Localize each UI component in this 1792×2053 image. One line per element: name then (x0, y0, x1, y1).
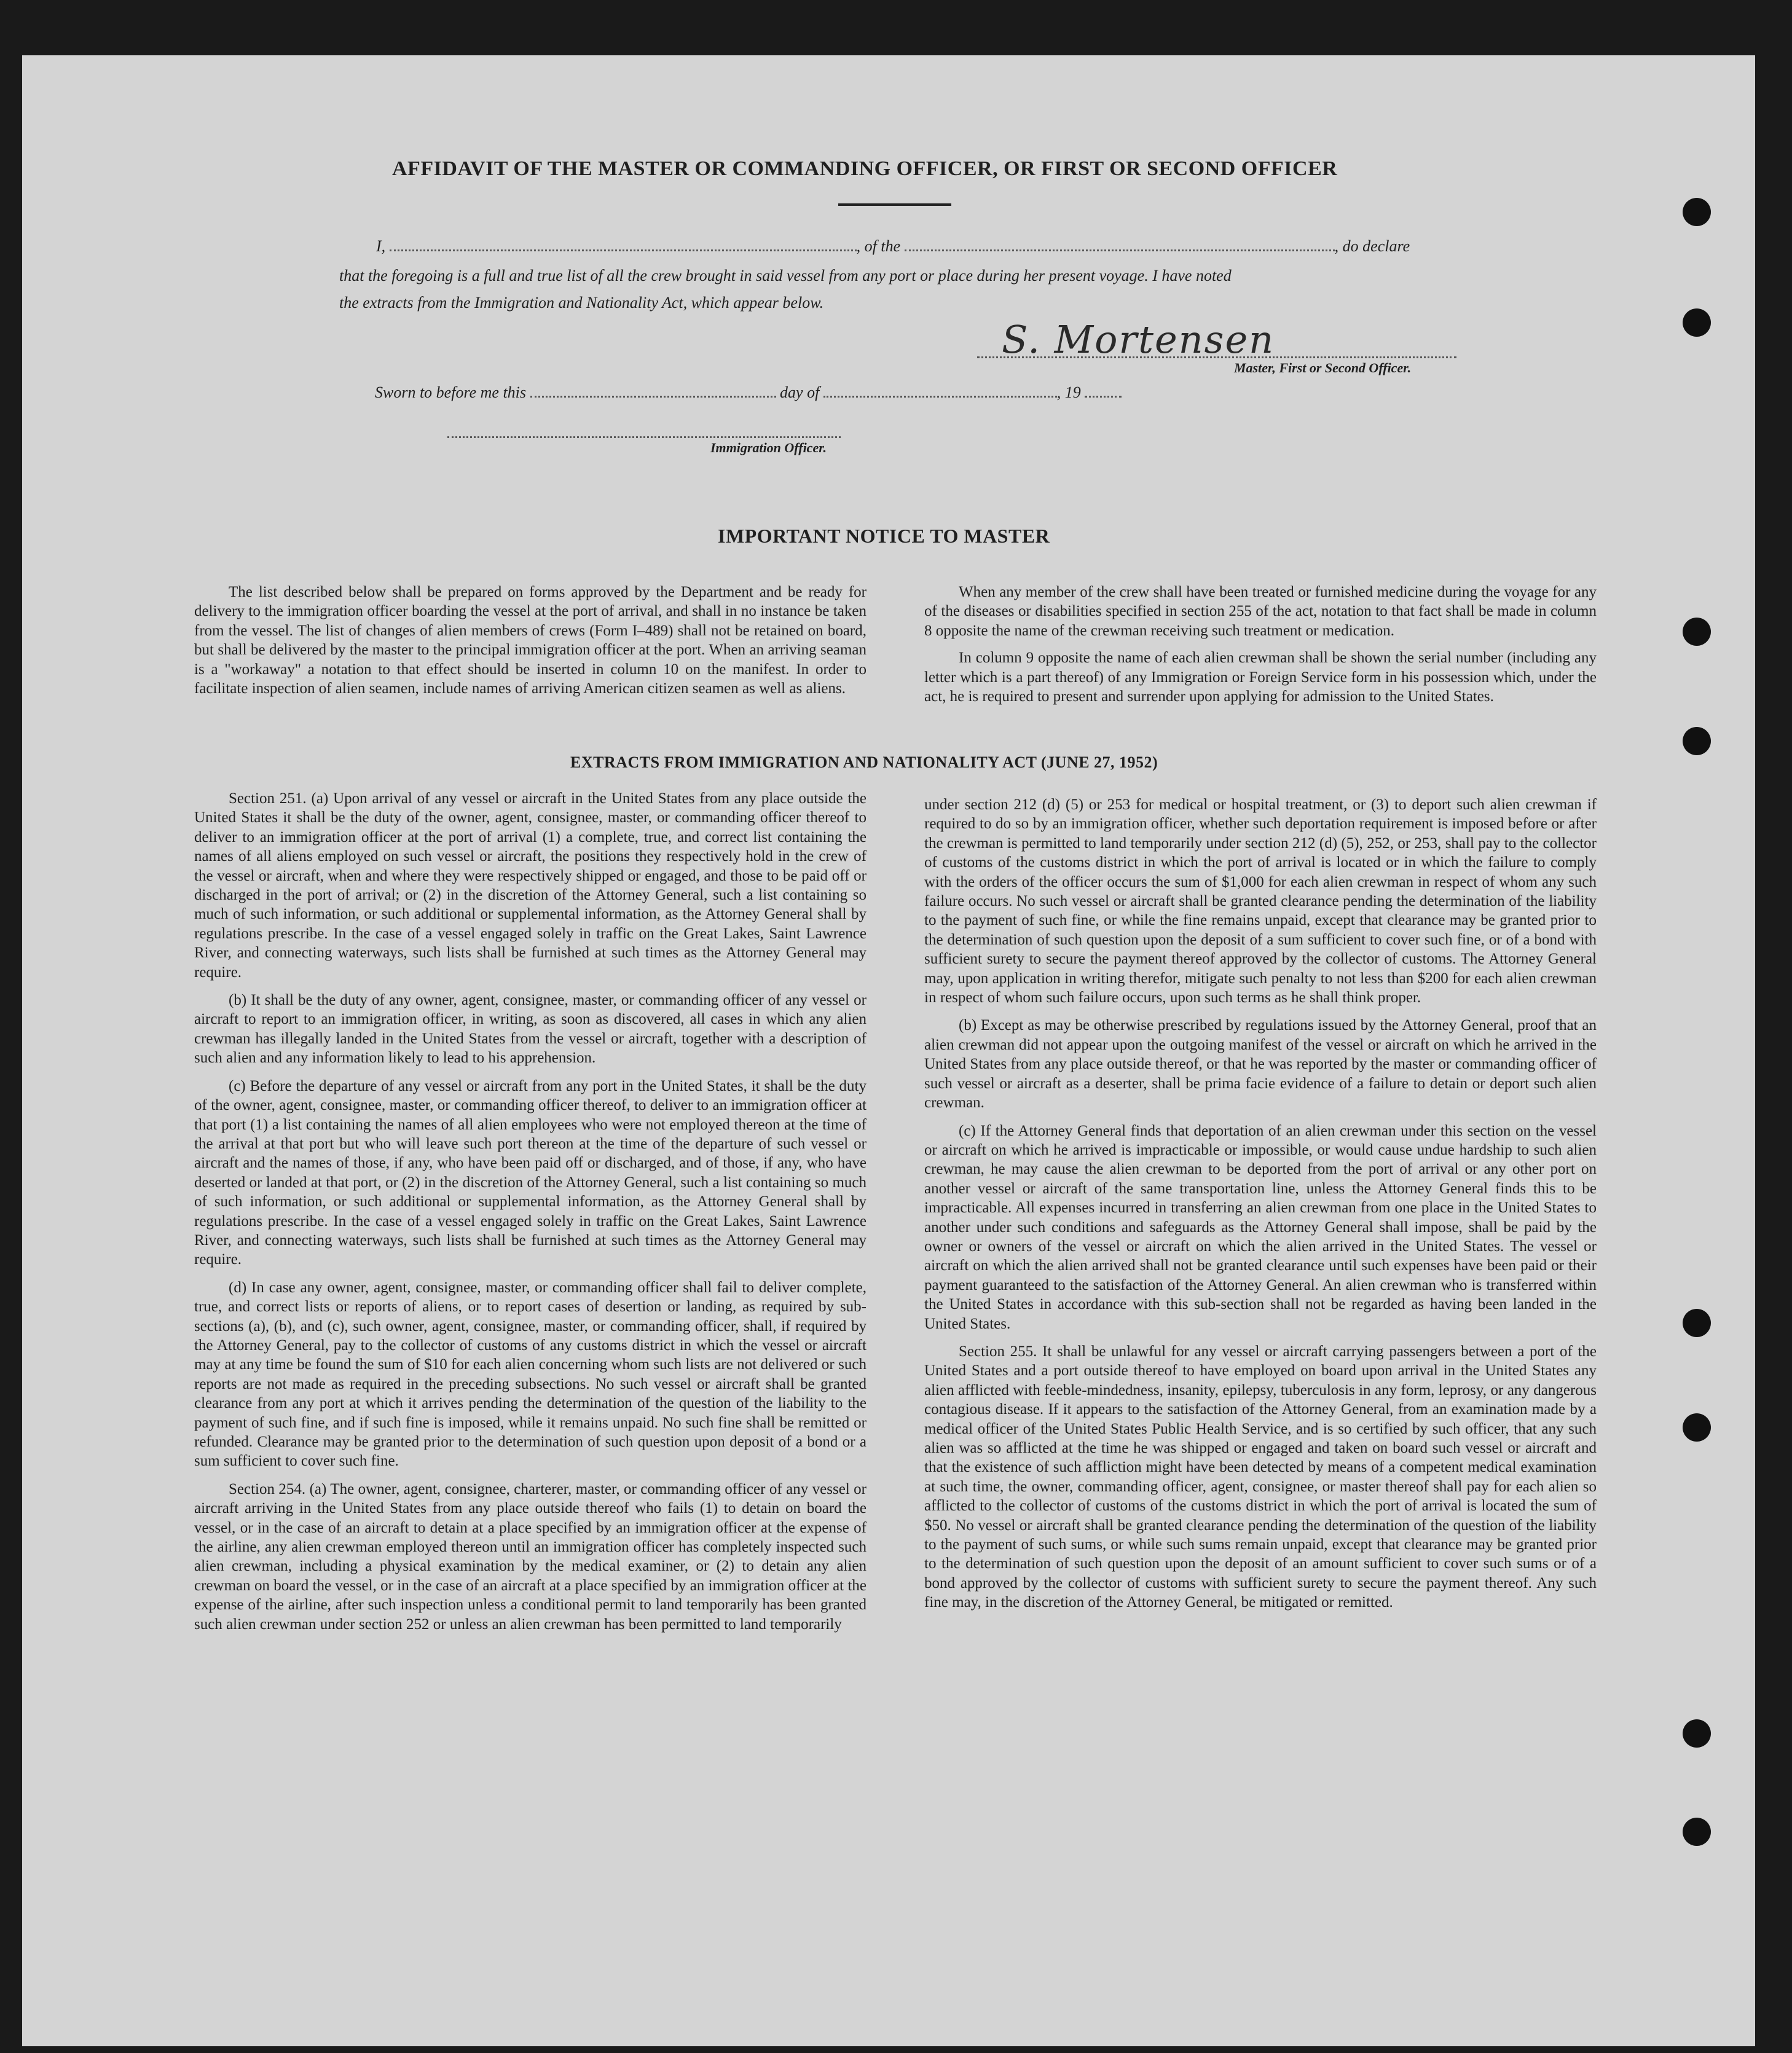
vessel-field[interactable] (905, 237, 1335, 251)
sworn-month-field[interactable] (823, 383, 1057, 398)
day-of-label: day of (780, 383, 820, 401)
extracts-title: EXTRACTS FROM IMMIGRATION AND NATIONALITY ACT (JUNE 27, 1952) (570, 753, 1158, 771)
affidavit-line-2: that the foregoing is a full and true list of all the crew brought in said vessel from any port or place during her present voyage. I have noted (339, 267, 1232, 285)
section-251-d: (d) In case any owner, agent, consignee, master, or commanding officer shall fail to deliver complete, true, and correct lists or reports of aliens, or to report cases of desertion or landing, as required by sub-sections (a), (b), and (c), such owner, agent, consignee, master, or commanding officer, shall, if required by the Attorney General, pay to the collector of customs of any customs district in which the vessel or aircraft may at any time be found the sum of $10 for each alien concerning whom such lists are not delivered or such reports are not made as required in the preceding subsections. No such vessel or aircraft shall be granted clearance from any port at which it arrives pending the determination of the question of the liability to the payment of such fine, and if such fine is imposed, while it remains unpaid. No such fine shall be remitted or refunded. Clearance may be granted prior to the determination of such question upon deposit of a bond or a sum sufficient to cover such fine. (194, 1279, 867, 1470)
notice-right-paragraph-2: In column 9 opposite the name of each alien crewman shall be shown the serial number (including any letter which is a part thereof) of any Immigration or Foreign Service form in his possession which, under the act, he is required to present and surrender upon applying for admission to the United States. (924, 650, 1597, 705)
section-251-a: Section 251. (a) Upon arrival of any vessel or aircraft in the United States from any place outside the United States it shall be the duty of the owner, agent, consignee, master, or commanding officer thereof to deliver to an immigration officer at the port of arrival (1) a complete, true, and correct list containing the names of all aliens employed on such vessel or aircraft, the positions they respectively hold in the crew of the vessel or aircraft, when and where they were respectively shipped or engaged, and those to be paid off or discharged in the port of arrival; or (2) in the discretion of the Attorney General, such a list containing so much of such information, or such additional or supplemental information, as the Attorney General shall by regulations prescribe. In the case of a vessel engaged solely in traffic on the Great Lakes, Saint Lawrence River, and connecting waterways, such lists shall be furnished at such times as the Attorney General may require. (194, 790, 867, 981)
section-251-b: (b) It shall be the duty of any owner, agent, consignee, master, or commanding officer of any vessel or aircraft to report to an immigration officer, in writing, as soon as discovered, all cases in which any alien crewman has illegally landed in the United States from the vessel or aircraft, together with a description of such alien and any information likely to lead to his apprehension. (194, 992, 867, 1067)
sworn-day-field[interactable] (530, 383, 776, 398)
signer-caption: Master, First or Second Officer. (1234, 360, 1412, 375)
sworn-label: Sworn to before me this (375, 383, 527, 401)
affidavit-line-1 (376, 237, 1410, 256)
extracts-right-column (924, 795, 1597, 1612)
name-field[interactable] (390, 237, 857, 251)
officer-caption: Immigration Officer. (710, 440, 827, 455)
officer-signature-line[interactable] (447, 424, 841, 438)
punch-hole (1683, 1818, 1711, 1846)
notice-left-column (194, 583, 867, 698)
section-254-c: (c) If the Attorney General finds that deportation of an alien crewman under this section on the vessel or aircraft on which he arrived is impracticable or impossible, or would cause undue hardship to such alien crewman, he may cause the alien crewman to be deported from the port of arrival or any other port on another vessel or aircraft of the same transportation line, unless the Attorney General finds this to be impracticable. All expenses incurred in transferring an alien crewman from one place in the United States to another under such conditions and safeguards as the Attorney General shall impose, shall be paid by the owner or owners of the vessel or aircraft on which the alien arrived in the United States. The vessel or aircraft on which the alien arrived shall not be granted clearance until such expenses have been paid or their payment guaranteed to the satisfaction of the Attorney General. An alien crewman who is transferred within the United States in accordance with this sub-section shall not be regarded as having been landed in the United States. (924, 1122, 1597, 1332)
notice-left-paragraph: The list described below shall be prepared on forms approved by the Department and be ready for delivery to the immigration officer boarding the vessel at the port of arrival, and shall in no instance be taken from the vessel. The list of changes of alien members of crews (Form I–489) shall not be retained on board, but shall be delivered by the master to the principal immigration officer at the port. When an arriving seaman is a "workaway" a notation to that effect should be inserted in column 10 on the manifest. In order to facilitate inspection of alien seamen, include names of arriving American citizen seamen as well as aliens. (194, 584, 867, 697)
section-255: Section 255. It shall be unlawful for any vessel or aircraft carrying passengers between a port of the United States and a port outside thereof to have employed on board upon arrival in the United States any alien afflicted with feeble-mindedness, insanity, epilepsy, tuberculosis in any form, leprosy, or any dangerous contagious disease. If it appears to the satisfaction of the Attorney General, from an examination made by a medical officer of the United States Public Health Service, and is so certified by such officer, that any such alien was so afflicted at the time he was shipped or engaged and taken on board such vessel or aircraft and that the existence of such affliction might have been detected by means of a competent medical examination at such time, the owner, commanding officer, agent, consignee, or master thereof shall pay for each alien so afflicted to the collector of customs of the customs district in which the port of arrival is located the sum of $50. No vessel or aircraft shall be granted clearance pending the determination of the question of the liability to the payment of such sums, or while such sums remain unpaid, except that clearance may be granted prior to the determination of such question upon the deposit of an amount sufficient to cover such sums or of a bond approved by the collector of customs with sufficient surety to secure the payment thereof. Any such fine may, in the discretion of the Attorney General, be mitigated or remitted. (924, 1343, 1597, 1611)
notice-title: IMPORTANT NOTICE TO MASTER (718, 525, 1050, 547)
section-251-c: (c) Before the departure of any vessel or aircraft from any port in the United States, it shall be the duty of the owner, agent, consignee, master, or commanding officer thereof, to deliver to an immigration officer at that port (1) a list containing the names of all alien employees who were not employed thereon at the time of the arrival at that port but who will leave such port thereon at the time of the departure of such vessel or aircraft and the names of those, if any, who have been paid off or discharged, and of those, if any, who have deserted or landed at that port, or (2) in the discretion of the Attorney General, such a list containing so much of such information, or such additional or supplemental information, as the Attorney General shall by regulations prescribe. In the case of a vessel engaged solely in traffic on the Great Lakes, Saint Lawrence River, and connecting waterways, such lists shall be furnished at such times as the Attorney General may require. (194, 1077, 867, 1268)
notice-right-paragraph-1: When any member of the crew shall have been treated or furnished medicine during the voyage for any of the diseases or disabilities specified in section 255 of the act, notation to that fact shall be made in column 8 opposite the name of the crewman receiving such treatment or medication. (924, 584, 1597, 639)
punch-hole (1683, 308, 1711, 337)
section-254-b: (b) Except as may be otherwise prescribed by regulations issued by the Attorney General, proof that an alien crewman did not appear upon the outgoing manifest of the vessel or aircraft on which he arrived in the United States from any place outside thereof, or that he was reported by the master or commanding officer of such vessel or aircraft as a deserter, shall be prima facie evidence of a failure to detain or deport such alien crewman. (924, 1017, 1597, 1112)
of-the-label: , of the (856, 237, 901, 255)
section-254-a-continued: under section 212 (d) (5) or 253 for medical or hospital treatment, or (3) to deport such alien crewman if required to do so by an immigration officer, whether such deportation requirement is imposed before or after the crewman is permitted to land temporarily under section 212 (d) (5), 252, or 253, shall pay to the collector of customs of the customs district in which the port of arrival is located or in which the failure to comply with the orders of the officer occurs the sum of $1,000 for each alien crewman in respect of whom any such failure occurs. No such vessel or aircraft shall be granted clearance pending the determination of the liability to the payment of such fine, or while the fine remains unpaid, except that clearance may be granted prior to the determination of such question upon the deposit of a sum sufficient to cover such fine, or of a bond with sufficient surety to secure the payment thereof approved by the collector of customs. The Attorney General may, upon application in writing therefor, mitigate such penalty to not less than $200 for each alien crewman in respect of whom such failure occurs, upon such terms as he shall think proper. (924, 796, 1597, 1007)
i-label: I, (376, 237, 386, 255)
punch-hole (1683, 198, 1711, 226)
year-label: , 19 (1056, 383, 1081, 401)
punch-hole (1683, 1309, 1711, 1337)
sworn-year-field[interactable] (1085, 383, 1122, 398)
extracts-left-column (194, 789, 867, 1634)
notice-right-column (924, 583, 1597, 706)
section-254-a: Section 254. (a) The owner, agent, consignee, charterer, master, or commanding officer of any vessel or aircraft arriving in the United States from any place outside thereof who fails (1) to detain on board the vessel, or in the case of an aircraft to detain at a place specified by an immigration officer at the expense of the airline, any alien crewman employed thereon until an immigration officer has completely inspected such alien crewman, including a physical examination by the medical examiner, or (2) to detain any alien crewman on board the vessel, or in the case of an aircraft at a place specified by an immigration officer at the expense of the airline, after such inspection unless a conditional permit to land temporarily has been granted such alien crewman under section 252 or unless an alien crewman has been permitted to land temporarily (194, 1480, 867, 1633)
affidavit-line-3: the extracts from the Immigration and Nationality Act, which appear below. (339, 294, 824, 312)
punch-hole (1683, 727, 1711, 755)
punch-hole (1683, 618, 1711, 646)
master-signature: S. Mortensen (1002, 317, 1275, 362)
declare-label: , do declare (1334, 237, 1410, 255)
affidavit-title: AFFIDAVIT OF THE MASTER OR COMMANDING OFFICER, OR FIRST OR SECOND OFFICER (392, 157, 1338, 180)
punch-hole (1683, 1413, 1711, 1442)
punch-hole (1683, 1719, 1711, 1748)
sworn-line (375, 383, 1122, 402)
title-rule (838, 203, 951, 206)
